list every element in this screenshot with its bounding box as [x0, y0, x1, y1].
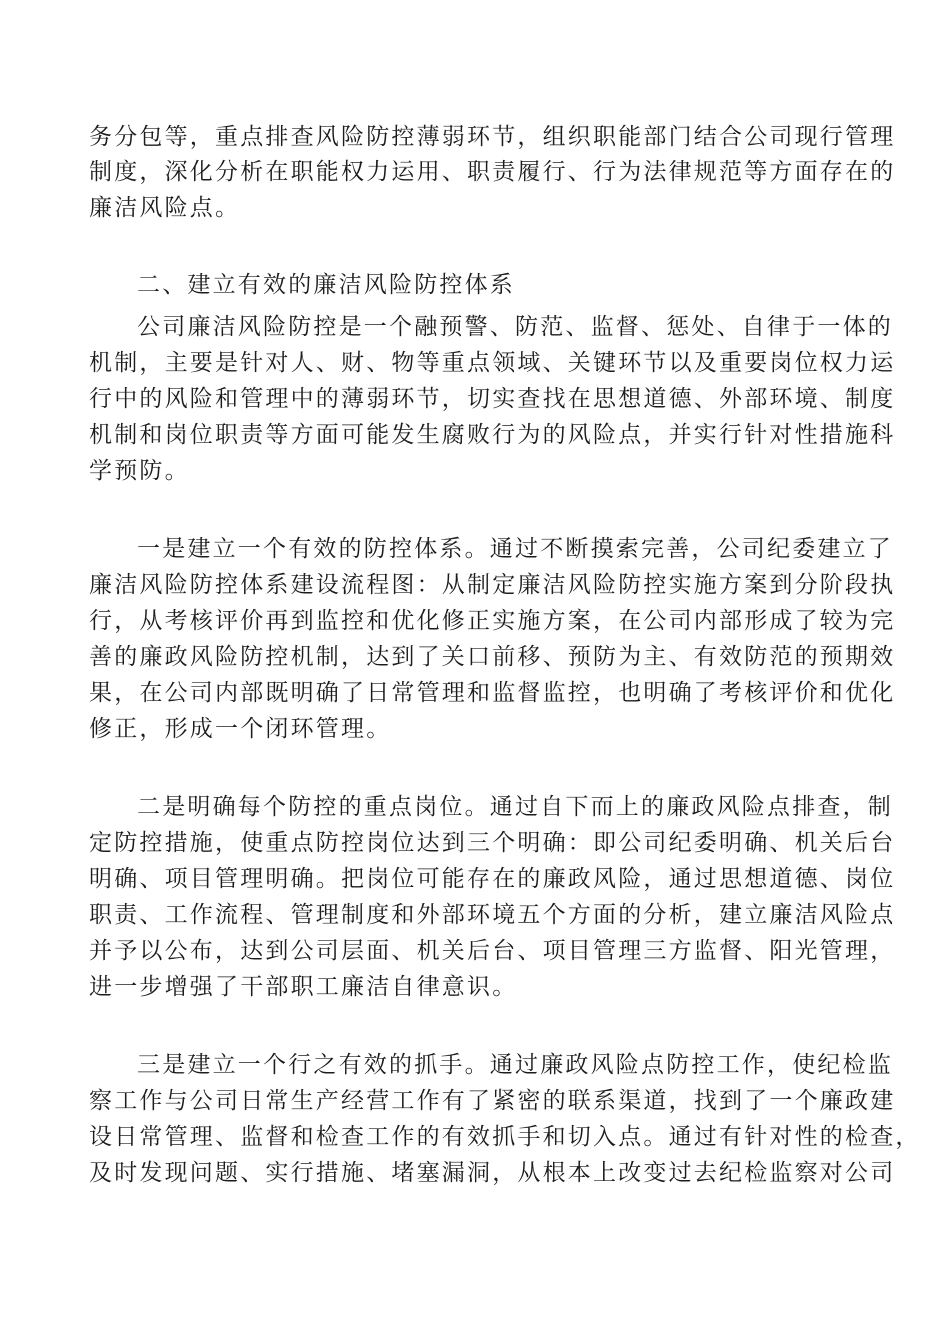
text-line: 修正，形成一个闭环管理。	[89, 716, 392, 742]
text-line: 公司廉洁风险防控是一个融预警、防范、监督、惩处、自律于一体的	[137, 314, 893, 340]
text-line: 廉洁风险点。	[89, 195, 241, 221]
text-line: 善的廉政风险防控机制，达到了关口前移、预防为主、有效防范的预期效	[89, 644, 896, 670]
text-line: 一是建立一个有效的防控体系。通过不断摸索完善，公司纪委建立了	[137, 536, 893, 562]
text-line: 机制，主要是针对人、财、物等重点领域、关键环节以及重要岗位权力运	[89, 350, 896, 376]
text-line: 行中的风险和管理中的薄弱环节，切实查找在思想道德、外部环境、制度	[89, 386, 896, 412]
text-line: 并予以公布，达到公司层面、机关后台、项目管理三方监督、阳光管理，	[89, 938, 896, 964]
text-line: 果，在公司内部既明确了日常管理和监督监控，也明确了考核评价和优化	[89, 680, 896, 706]
text-line: 察工作与公司日常生产经营工作有了紧密的联系渠道，找到了一个廉政建	[89, 1088, 896, 1114]
text-line: 廉洁风险防控体系建设流程图：从制定廉洁风险防控实施方案到分阶段执	[89, 572, 896, 598]
text-line: 制度，深化分析在职能权力运用、职责履行、行为法律规范等方面存在的	[89, 159, 896, 185]
text-line: 设日常管理、监督和检查工作的有效抓手和切入点。通过有针对性的检查，	[89, 1124, 921, 1150]
text-line: 务分包等，重点排查风险防控薄弱环节，组织职能部门结合公司现行管理	[89, 124, 896, 150]
text-line: 三是建立一个行之有效的抓手。通过廉政风险点防控工作，使纪检监	[137, 1052, 893, 1078]
text-line: 定防控措施，使重点防控岗位达到三个明确：即公司纪委明确、机关后台	[89, 830, 896, 856]
text-line: 二是明确每个防控的重点岗位。通过自下而上的廉政风险点排查，制	[137, 794, 893, 820]
text-line: 进一步增强了干部职工廉洁自律意识。	[89, 974, 518, 1000]
text-line: 行，从考核评价再到监控和优化修正实施方案，在公司内部形成了较为完	[89, 608, 896, 634]
text-line: 及时发现问题、实行措施、堵塞漏洞，从根本上改变过去纪检监察对公司	[89, 1160, 896, 1186]
text-line: 学预防。	[89, 458, 190, 484]
text-line: 明确、项目管理明确。把岗位可能存在的廉政风险，通过思想道德、岗位	[89, 866, 896, 892]
text-line: 职责、工作流程、管理制度和外部环境五个方面的分析，建立廉洁风险点	[89, 902, 896, 928]
section-heading: 二、建立有效的廉洁风险防控体系	[137, 272, 515, 298]
text-line: 机制和岗位职责等方面可能发生腐败行为的风险点，并实行针对性措施科	[89, 422, 896, 448]
